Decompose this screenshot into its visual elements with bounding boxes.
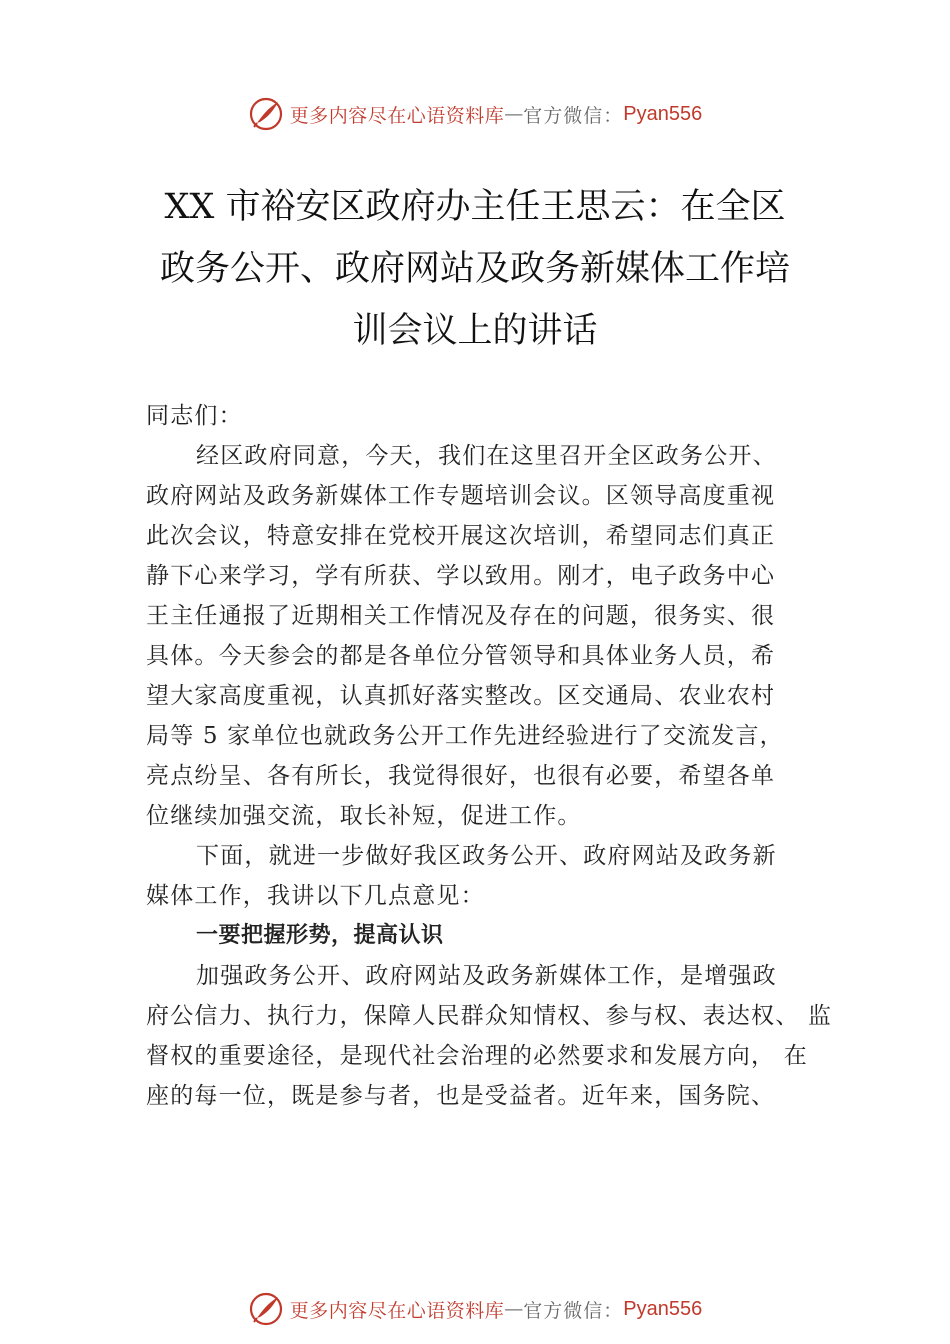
paragraph-line: 政府网站及政务新媒体工作专题培训会议。区领导高度重视 xyxy=(146,483,776,509)
paragraph-line: 府公信力、执行力，保障人民群众知情权、参与权、表达权、 监 xyxy=(146,1003,833,1029)
title-line-2: 政务公开、政府网站及政务新媒体工作培 xyxy=(159,249,790,289)
paragraph-line: 媒体工作，我讲以下几点意见： xyxy=(146,883,485,909)
quill-logo-icon xyxy=(248,1291,284,1327)
title-line-3: 训会议上的讲话 xyxy=(352,311,598,351)
paragraph-line: 具体。今天参会的都是各单位分管领导和具体业务人员，希 xyxy=(146,643,776,669)
banner-dash: — xyxy=(504,103,524,125)
paragraph-line: 王主任通报了近期相关工作情况及存在的问题，很务实、很 xyxy=(146,603,776,629)
document-title xyxy=(100,176,850,362)
quill-logo-icon xyxy=(248,96,284,132)
title-line-1: XX 市裕安区政府办主任王思云：在全区 xyxy=(164,187,786,227)
document-body xyxy=(146,396,836,1116)
banner-promo-text: 更多内容尽在心语资料库 xyxy=(289,1299,505,1322)
footer-banner xyxy=(0,1289,950,1329)
banner-dash: — xyxy=(504,1298,524,1320)
paragraph-line: 下面，就进一步做好我区政务公开、政府网站及政务新 xyxy=(196,843,777,869)
paragraph-line: 位继续加强交流，取长补短，促进工作。 xyxy=(146,803,582,829)
paragraph-line: 加强政务公开、政府网站及政务新媒体工作，是增强政 xyxy=(196,963,777,989)
banner-wechat-label: 官方微信： xyxy=(523,104,624,127)
paragraph-line: 望大家高度重视，认真抓好落实整改。区交通局、农业农村 xyxy=(146,683,776,709)
banner-wechat-label: 官方微信： xyxy=(523,1299,624,1322)
paragraph-line: 静下心来学习，学有所获、学以致用。刚才，电子政务中心 xyxy=(146,563,776,589)
paragraph-line: 此次会议，特意安排在党校开展这次培训，希望同志们真正 xyxy=(146,523,776,549)
greeting: 同志们： xyxy=(146,403,243,429)
section-heading: 一要把握形势，提高认识 xyxy=(196,923,444,948)
paragraph-line: 督权的重要途径，是现代社会治理的必然要求和发展方向， 在 xyxy=(146,1043,808,1069)
paragraph-line: 座的每一位，既是参与者，也是受益者。近年来，国务院、 xyxy=(146,1083,776,1109)
banner-promo-text: 更多内容尽在心语资料库 xyxy=(289,104,505,127)
banner-wechat-id: Pyan556 xyxy=(623,102,703,125)
paragraph-line: 经区政府同意，今天，我们在这里召开全区政务公开、 xyxy=(196,443,777,469)
paragraph-line: 局等 5 家单位也就政务公开工作先进经验进行了交流发言， xyxy=(146,723,784,749)
header-banner xyxy=(0,94,950,134)
paragraph-line: 亮点纷呈、各有所长，我觉得很好，也很有必要，希望各单 xyxy=(146,763,776,789)
banner-wechat-id: Pyan556 xyxy=(623,1297,703,1320)
